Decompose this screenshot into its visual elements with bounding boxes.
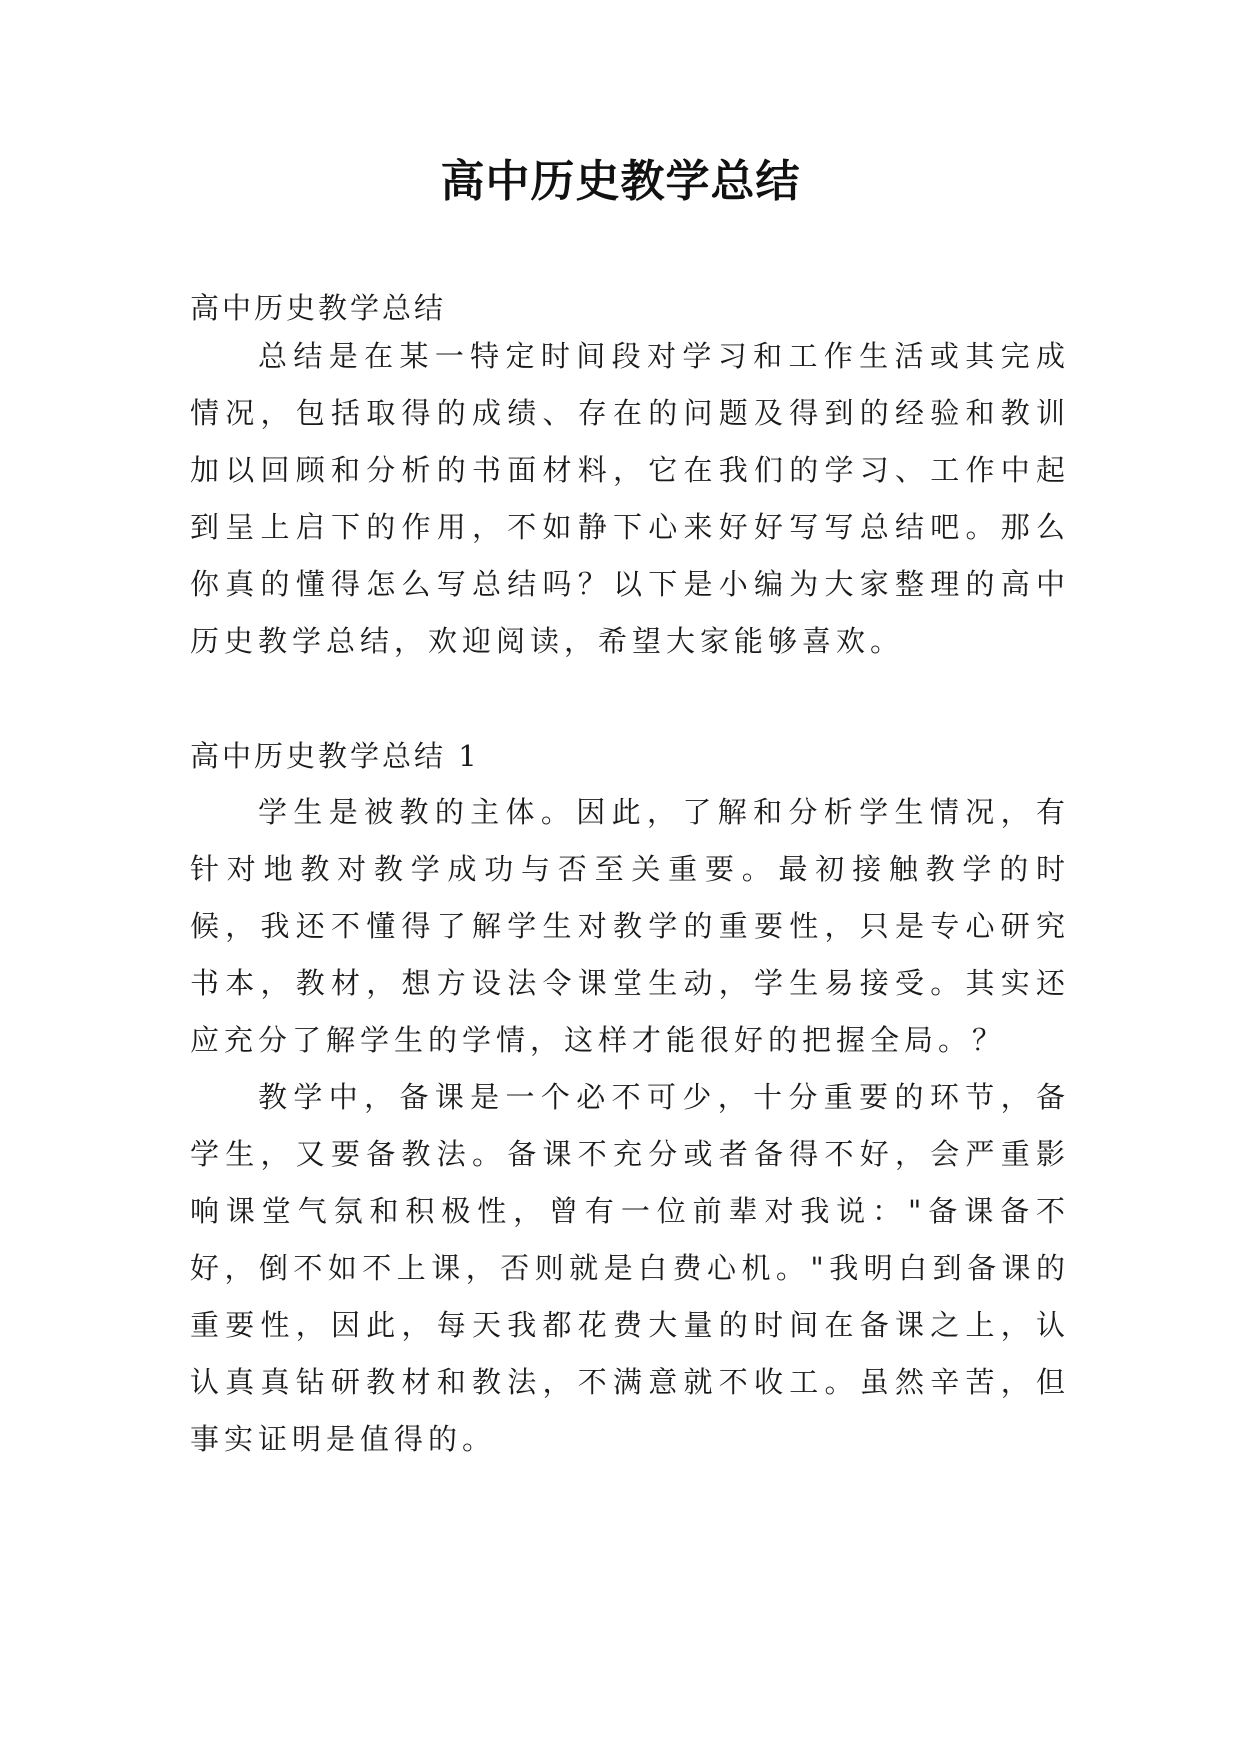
document-subtitle: 高中历史教学总结 [190, 291, 447, 325]
section [190, 736, 1070, 1468]
document-title: 高中历史教学总结 [440, 156, 801, 207]
body-paragraph: 教学中，备课是一个必不可少，十分重要的环节，备学生，又要备教法。备课不充分或者备得不好，会严重影响课堂气氛和积极性，曾有一位前辈对我说："备课备不好，倒不如不上课，否则就是白费心机。"我明白到备课的重要性，因此，每天我都花费大量的时间在备课之上，认认真真钻研教材和教法，不满意就不收工。虽然辛苦，但事实证明是值得的。 [190, 1080, 1070, 1456]
intro-paragraph: 总结是在某一特定时间段对学习和工作生活或其完成情况，包括取得的成绩、存在的问题及得到的经验和教训加以回顾和分析的书面材料，它在我们的学习、工作中起到呈上启下的作用，不如静下心来好好写写总结吧。那么你真的懂得怎么写总结吗？以下是小编为大家整理的高中历史教学总结，欢迎阅读，希望大家能够喜欢。 [190, 339, 1070, 658]
document-body [190, 288, 1070, 1468]
body-paragraph: 学生是被教的主体。因此，了解和分析学生情况，有针对地教对教学成功与否至关重要。最初接触教学的时候，我还不懂得了解学生对教学的重要性，只是专心研究书本，教材，想方设法令课堂生动，学生易接受。其实还应充分了解学生的学情，这样才能很好的把握全局。？ [190, 795, 1070, 1057]
section-body [190, 784, 1070, 1468]
section-heading: 高中历史教学总结 1 [190, 739, 480, 773]
